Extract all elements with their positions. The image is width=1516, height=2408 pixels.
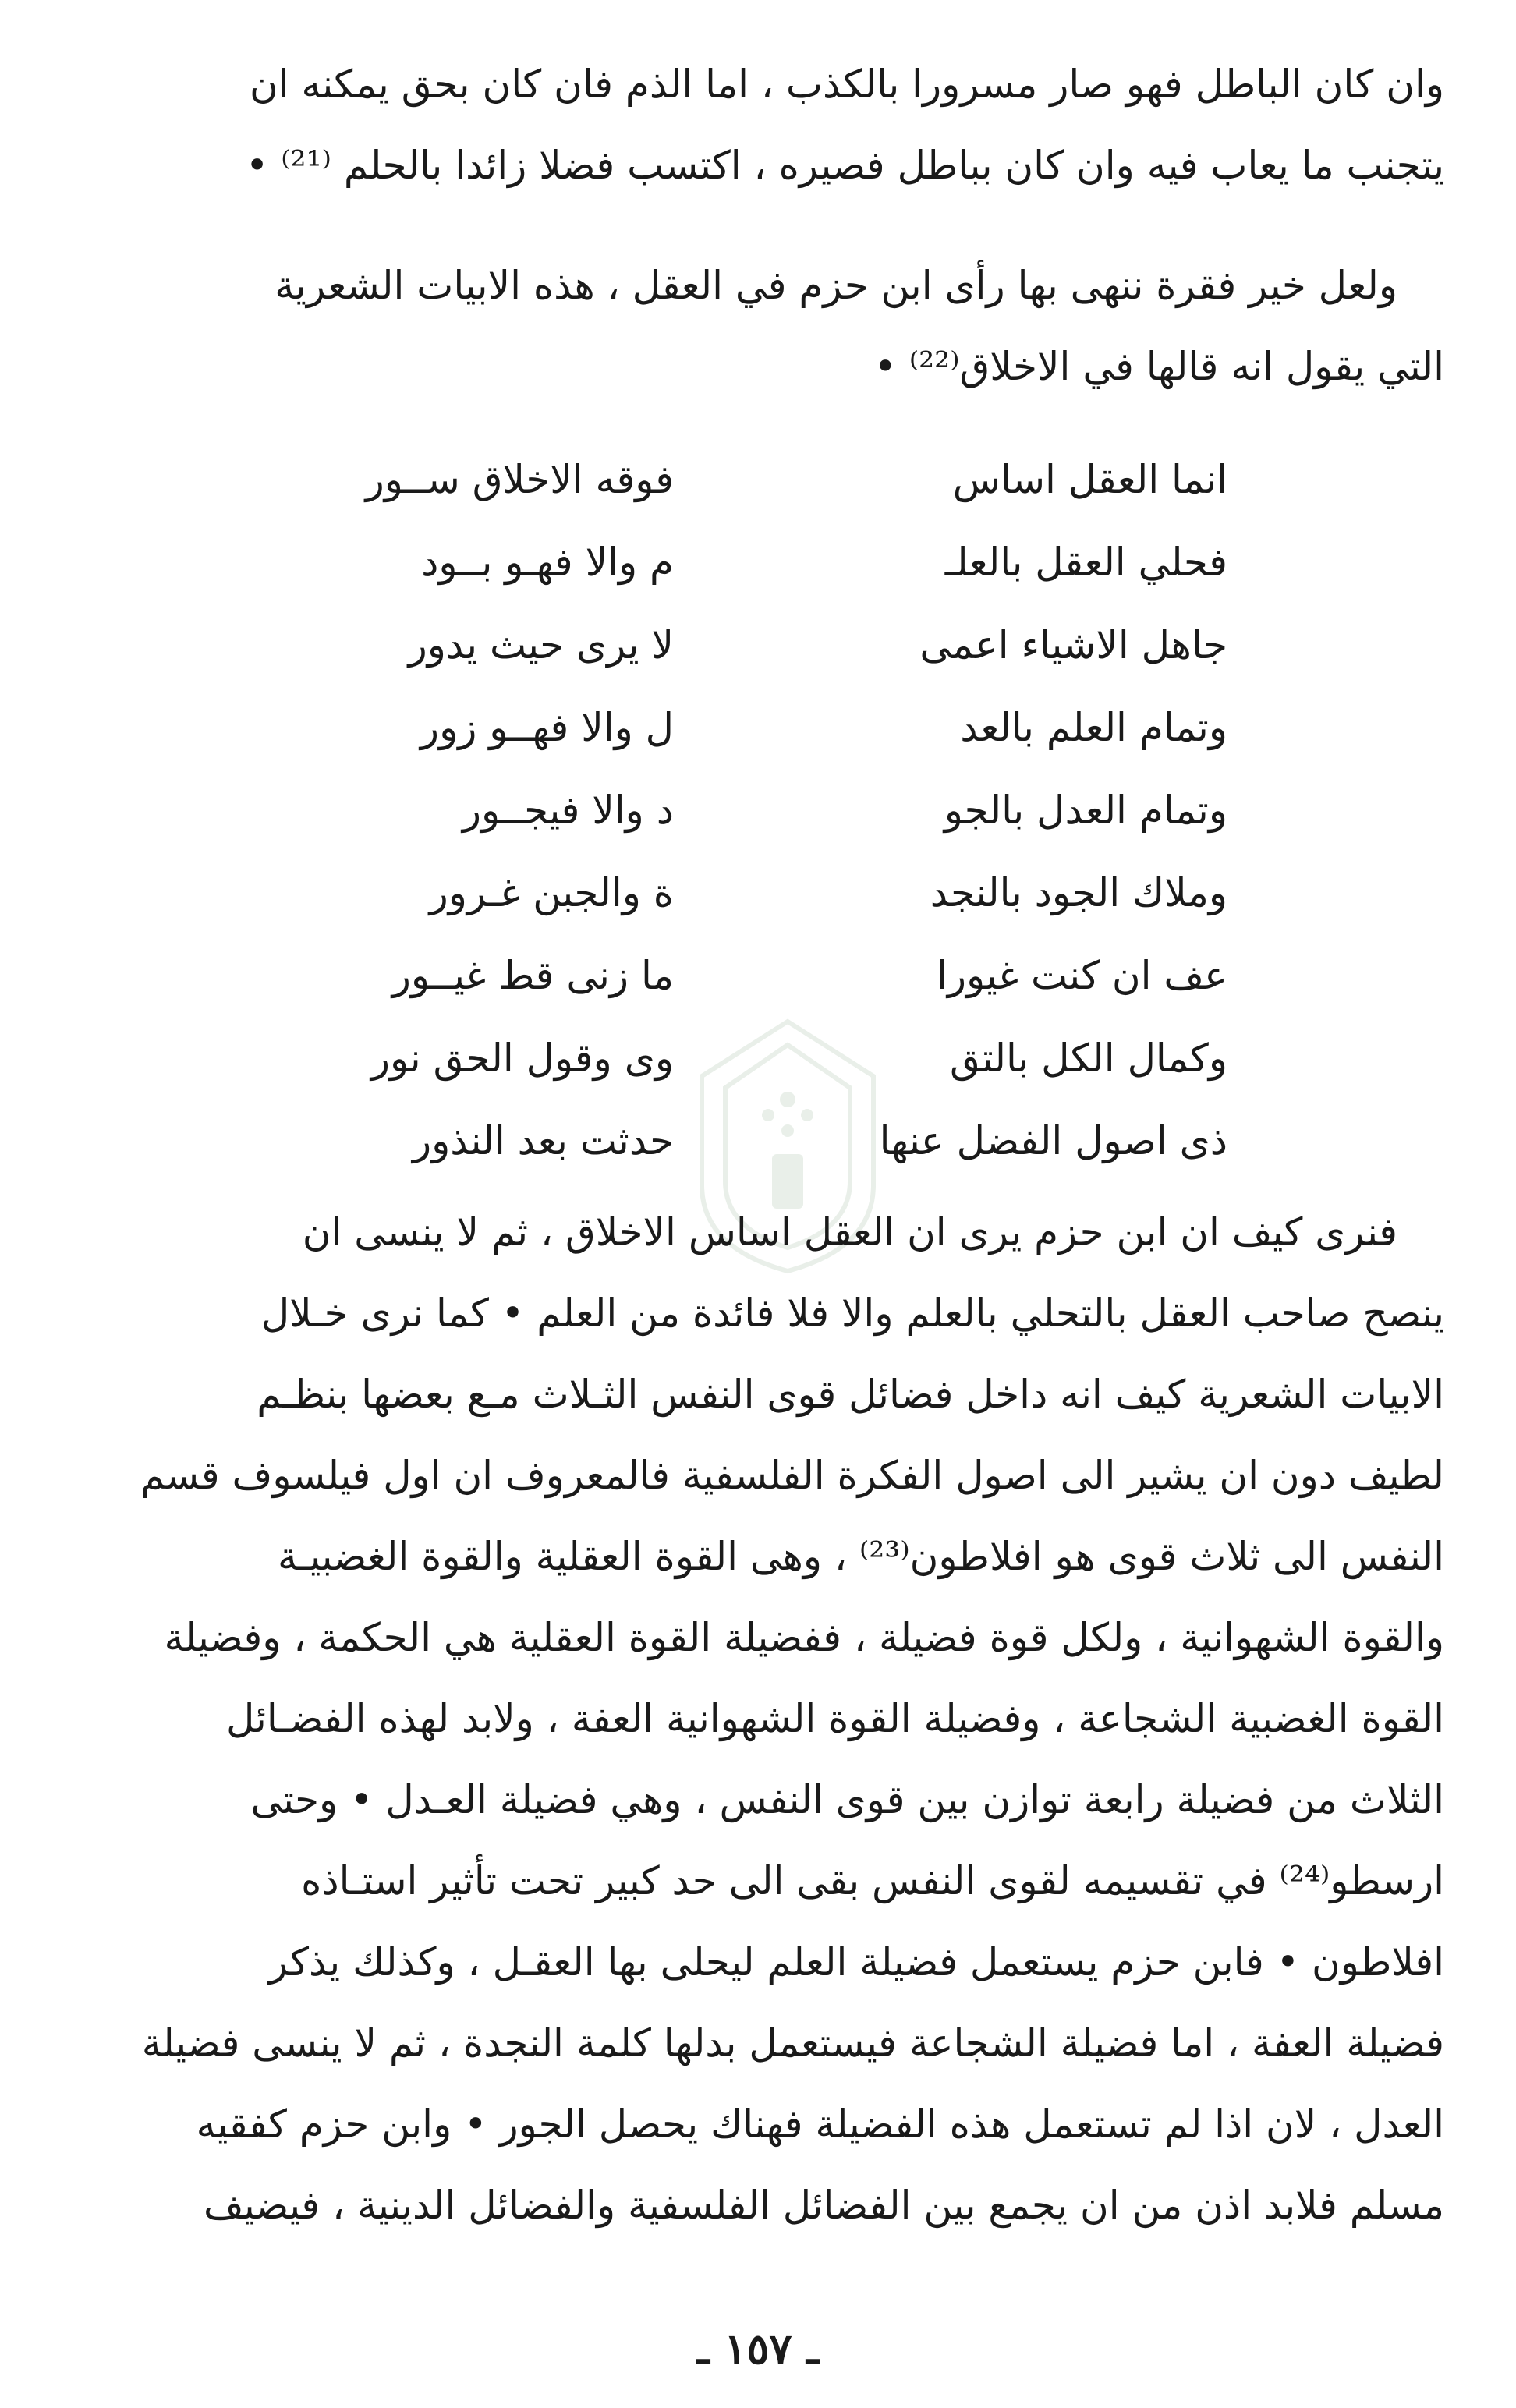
text-line: التي يقول انه قالها في الاخلاق⁽²²⁾ • [873, 344, 1444, 389]
verse-first-hemistich: ذى اصول الفضل عنها [879, 1118, 1227, 1163]
verse-first-hemistich: وكمال الكل بالتق [950, 1036, 1227, 1081]
verse-second-hemistich: م والا فهـو بــود [421, 540, 674, 585]
verse-first-hemistich: انما العقل اساس [952, 457, 1227, 502]
text-line: فضيلة العفة ، اما فضيلة الشجاعة فيستعمل بدلها كلمة النجدة ، ثم لا ينسى فضيلة [141, 2020, 1444, 2066]
text-line: ولعل خير فقرة ننهى بها رأى ابن حزم في العقل ، هذه الابيات الشعرية [275, 263, 1397, 308]
text-line: لطيف دون ان يشير الى اصول الفكرة الفلسفية فالمعروف ان اول فيلسوف قسم [140, 1453, 1444, 1498]
text-line: القوة الغضبية الشجاعة ، وفضيلة القوة الشهوانية العفة ، ولابد لهذه الفضـائل [226, 1696, 1444, 1741]
verse-first-hemistich: وتمام العدل بالجو [944, 788, 1227, 833]
verse-first-hemistich: جاهل الاشياء اعمى [919, 622, 1227, 668]
verse-first-hemistich: وتمام العلم بالعد [960, 705, 1227, 750]
paragraph-2 [72, 245, 1444, 407]
verse-second-hemistich: فوقه الاخلاق ســور [365, 457, 674, 502]
text-line: الابيات الشعرية كيف انه داخل فضائل قوى النفس الثـلاث مـع بعضها بنظـم [257, 1372, 1444, 1417]
verse-second-hemistich: د والا فيجــور [462, 788, 674, 833]
text-line: والقوة الشهوانية ، ولكل قوة فضيلة ، ففضيلة القوة العقلية هي الحكمة ، وفضيلة [164, 1615, 1444, 1660]
text-line: الثلاث من فضيلة رابعة توازن بين قوى النفس ، وهي فضيلة العـدل • وحتى [250, 1777, 1444, 1822]
paragraph-1 [72, 44, 1444, 206]
text-line: يتجنب ما يعاب فيه وان كان بباطل فصيره ، اكتسب فضلا زائدا بالحلم ⁽²¹⁾ • [245, 143, 1444, 188]
poem-verse [0, 686, 1516, 769]
paragraph-3 [72, 1192, 1444, 2246]
verse-second-hemistich: لا يرى حيث يدور [408, 622, 674, 668]
poem-verse [0, 769, 1516, 852]
poem-verse [0, 438, 1516, 521]
verse-second-hemistich: ة والجبن غـرور [429, 870, 674, 915]
verse-second-hemistich: وى وقول الحق نور [370, 1036, 674, 1081]
text-line: مسلم فلابد اذن من ان يجمع بين الفضائل الفلسفية والفضائل الدينية ، فيضيف [203, 2183, 1444, 2228]
text-line: وان كان الباطل فهو صار مسرورا بالكذب ، اما الذم فان كان بحق يمكنه ان [249, 62, 1444, 107]
verse-second-hemistich: ما زنى قط غيــور [391, 953, 674, 998]
verse-first-hemistich: وملاك الجود بالنجد [930, 870, 1227, 915]
verse-second-hemistich: ل والا فهــو زور [420, 705, 674, 750]
poem-verse [0, 604, 1516, 686]
poem-verse [0, 934, 1516, 1017]
text-line: افلاطون • فابن حزم يستعمل فضيلة العلم ليحلى بها العقـل ، وكذلك يذكر [268, 1939, 1444, 1985]
verse-first-hemistich: عف ان كنت غيورا [937, 953, 1227, 998]
page-number: ـ ١٥٧ ـ [696, 2324, 820, 2374]
text-line: فنرى كيف ان ابن حزم يرى ان العقل اساس الاخلاق ، ثم لا ينسى ان [302, 1209, 1397, 1255]
verse-first-hemistich: فحلي العقل بالعلـ [944, 540, 1227, 585]
verse-second-hemistich: حدثت بعد النذور [413, 1118, 674, 1163]
text-line: العدل ، لان اذا لم تستعمل هذه الفضيلة فهناك يحصل الجور • وابن حزم كفقيه [196, 2102, 1444, 2147]
text-line: النفس الى ثلاث قوى هو افلاطون⁽²³⁾ ، وهى القوة العقلية والقوة الغضبيـة [278, 1534, 1444, 1579]
text-line: ارسطو⁽²⁴⁾ في تقسيمه لقوى النفس بقى الى حد كبير تحت تأثير استـاذه [301, 1858, 1444, 1903]
poem-verse [0, 521, 1516, 604]
poem-verse [0, 852, 1516, 934]
text-line: ينصح صاحب العقل بالتحلي بالعلم والا فلا فائدة من العلم • كما نرى خـلال [260, 1291, 1444, 1336]
